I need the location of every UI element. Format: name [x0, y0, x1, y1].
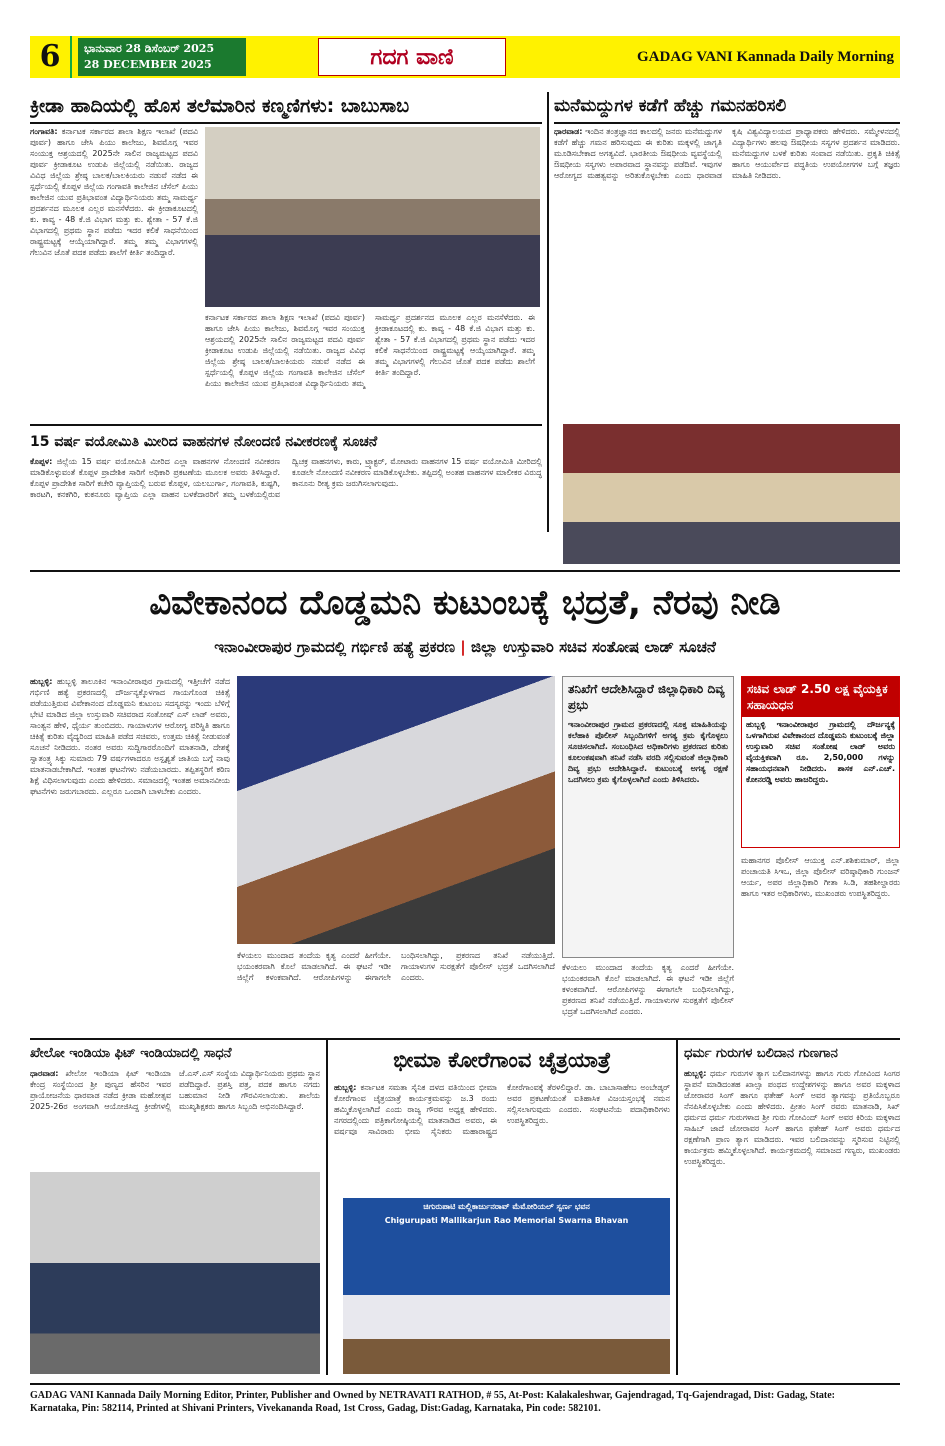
investigation-box — [562, 676, 734, 958]
story2-text: ಇಂದಿನ ತಂತ್ರಜ್ಞಾನದ ಕಾಲದಲ್ಲಿ ಜನರು ಮನೆಮದ್ದುಗಳ ಕಡೆಗೆ ಹೆಚ್ಚು ಗಮನ ಹರಿಸುವುದು ಈ ಕುರಿತು ಮಕ್ಕಳಲ್ಲಿ ಜಾಗೃತಿ ಮೂಡಿಸಬೇಕಾದ ಅಗತ್ಯವಿದೆ. ಭಾರತೀಯ ಔಷಧೀಯ ವ್ಯವಸ್ಥೆಯಲ್ಲಿ ಔಷಧೀಯ ಸಸ್ಯಗಳು ಅಪಾರವಾದ ಸ್ಥಾನವನ್ನು ಪಡೆದಿವೆ. ಇವುಗಳ ಆರೋಗ್ಯದ ಮಹತ್ವವನ್ನು ಅರಿತುಕೊಳ್ಳಬೇಕು ಎಂದು ಧಾರವಾಡ ಕೃಷಿ ವಿಶ್ವವಿದ್ಯಾಲಯದ ಪ್ರಾಧ್ಯಾಪಕರು ಹೇಳಿದರು. ಸಮ್ಮೇಳನದಲ್ಲಿ ವಿದ್ಯಾರ್ಥಿಗಳು ಹಲವು ಔಷಧೀಯ ಸಸ್ಯಗಳ ಪ್ರದರ್ಶನ ಮಾಡಿದರು. ಮನೆಮದ್ದುಗಳ ಬಳಕೆ ಕುರಿತು ಸಂವಾದ ನಡೆಯಿತು. ಪ್ರಕೃತಿ ಚಿಕಿತ್ಸೆ ಹಾಗೂ ಆಯುರ್ವೇದ ಪದ್ಧತಿಯ ಉಪಯೋಗಗಳ ಬಗ್ಗೆ ತಜ್ಞರು ಮಾಹಿತಿ ನೀಡಿದರು. — [554, 127, 900, 180]
date-kannada: ಭಾನುವಾರ 28 ಡಿಸೆಂಬರ್ 2025 — [84, 42, 215, 55]
story1-photo — [205, 127, 540, 307]
lead-body-col3 — [562, 962, 734, 1032]
story3-dateline: ಕೊಪ್ಪಳ: — [30, 457, 53, 466]
khelo-headline: ಖೇಲೋ ಇಂಡಿಯಾ ಫಿಟ್ ಇಂಡಿಯಾದಲ್ಲಿ ಸಾಧನೆ — [30, 1046, 232, 1061]
dharma-body — [684, 1068, 900, 1374]
story1-headline: ಕ್ರೀಡಾ ಹಾದಿಯಲ್ಲಿ ಹೊಸ ತಲೆಮಾರಿನ ಕಣ್ಮಣಿಗಳು: ಬಾಬುಸಾಬ — [30, 95, 410, 117]
lead-text: ಹುಬ್ಬಳ್ಳಿ ತಾಲೂಕಿನ ಇನಾಂವೀರಾಪುರ ಗ್ರಾಮದಲ್ಲಿ ಇತ್ತೀಚೆಗೆ ನಡೆದ ಗರ್ಭಿಣಿ ಹತ್ಯೆ ಪ್ರಕರಣದಲ್ಲಿ ದೌರ್ಜನ್ಯಕ್ಕೊಳಗಾದ ಗಾಯಗೊಂಡ ಚಿಕಿತ್ಸೆ ಪಡೆಯುತ್ತಿರುವ ವಿವೇಕಾನಂದ ದೊಡ್ಡಮನಿ ಕುಟುಂಬ ಸದಸ್ಯರನ್ನು ಇಂದು ಬೆಳಿಗ್ಗೆ ಭೇಟಿ ಮಾಡಿದ ಜಿಲ್ಲಾ ಉಸ್ತುವಾರಿ ಸಚಿವರಾದ ಸಂತೋಷ್ ಎಸ್ ಲಾಡ್ ಅವರು, ಸಾಂತ್ವನ ಹೇಳಿ, ಧೈರ್ಯ ತುಂಬಿದರು. ಗಾಯಾಳುಗಳ ಆರೋಗ್ಯ ಪರಿಸ್ಥಿತಿ ಹಾಗೂ ಚಿಕಿತ್ಸೆ ಕುರಿತು ವೈದ್ಯರಿಂದ ಮಾಹಿತಿ ಪಡೆದ ಸಚಿವರು, ಉತ್ತಮ ಚಿಕಿತ್ಸೆ ನೀಡುವಂತೆ ಸೂಚನೆ ನೀಡಿದರು. ನಂತರ ಅವರು ಸುದ್ದಿಗಾರರೊಂದಿಗೆ ಮಾತನಾಡಿ, ದೇಶಕ್ಕೆ ಸ್ವಾತಂತ್ರ್ಯ ಸಿಕ್ಕು ಸುಮಾರು 79 ವರ್ಷಗಳಾದರೂ ಅಸ್ಪೃಶ್ಯತೆ ಜಾತಿಯ ಬಗ್ಗೆ ನಾವು ಮಾತನಾಡಬೇಕಾಗಿದೆ. ಇಂತಹ ಘಟನೆಗಳು ನಡೆಯಬಾರದು. ತಪ್ಪಿತಸ್ಥರಿಗೆ ಕಠಿಣ ಶಿಕ್ಷೆ ವಿಧಿಸಲಾಗುವುದು ಎಂದು ಹೇಳಿದರು. ಸಮಾಜದಲ್ಲಿ ಇಂತಹ ಅಮಾನವೀಯ ಘಟನೆಗಳು ಜರುಗಬಾರದು. ಎಲ್ಲರೂ ಒಂದಾಗಿ ಬಾಳಬೇಕು ಎಂದರು. — [30, 677, 230, 796]
story2-photo — [563, 424, 900, 564]
story2-headline: ಮನೆಮದ್ದುಗಳ ಕಡೆಗೆ ಹೆಚ್ಚು ಗಮನಹರಿಸಲಿ — [554, 96, 787, 116]
story3-top-rule — [30, 424, 542, 426]
bhima-headline: ಭೀಮಾ ಕೋರೆಗಾಂವ ಚೈತ್ರಯಾತ್ರೆ — [393, 1048, 611, 1072]
aid-headline: ಸಚಿವ ಲಾಡ್ 2.50 ಲಕ್ಷ ವೈಯಕ್ತಿಕ ಸಹಾಯಧನ — [742, 677, 899, 717]
lead-subhead-right: ಜಿಲ್ಲಾ ಉಸ್ತುವಾರಿ ಸಚಿವ ಸಂತೋಷ ಲಾಡ್ ಸೂಚನೆ — [471, 638, 716, 656]
lead-body-col2 — [237, 950, 555, 1032]
story1-dateline: ಗಂಗಾವತಿ: — [30, 127, 58, 136]
bhima-text: ಕರ್ನಾಟಕ ಸಮತಾ ಸೈನಿಕ ದಳದ ವತಿಯಿಂದ ಭೀಮಾ ಕೋರೆಗಾಂವ ಚೈತ್ರಯಾತ್ರೆ ಕಾರ್ಯಕ್ರಮವನ್ನು ಜ.3 ರಂದು ಹಮ್ಮಿಕೊಳ್ಳಲಾಗಿದೆ ಎಂದು ರಾಜ್ಯ ಗೌರವ ಅಧ್ಯಕ್ಷ ಹೇಳಿದರು. ನಗರದಲ್ಲಿಂದು ಪತ್ರಿಕಾಗೋಷ್ಠಿಯಲ್ಲಿ ಮಾತನಾಡಿದ ಅವರು, ಈ ವರ್ಷವೂ ಸಾವಿರಾರು ಭೀಮ ಸೈನಿಕರು ಮಹಾರಾಷ್ಟ್ರದ ಕೋರೆಗಾಂವಕ್ಕೆ ತೆರಳಲಿದ್ದಾರೆ. ಡಾ. ಬಾಬಾಸಾಹೇಬ ಅಂಬೇಡ್ಕರ್ ಅವರ ಪ್ರಕಟಣೆಯಂತೆ ಐತಿಹಾಸಿಕ ವಿಜಯಸ್ತಂಭಕ್ಕೆ ನಮನ ಸಲ್ಲಿಸಲಾಗುವುದು ಎಂದರು. ಸಂಘಟನೆಯ ಪದಾಧಿಕಾರಿಗಳು ಉಪಸ್ಥಿತರಿದ್ದರು. — [334, 1083, 670, 1136]
khelo-text: ಖೇಲೋ ಇಂಡಿಯಾ ಫಿಟ್ ಇಂಡಿಯಾ ಕೇಂದ್ರ ಸಂಸ್ಥೆಯಿಂದ ಶ್ರೀ ಪುಣ್ಯದ ಹೆಸರಿನ ಇವರ ಪ್ರಾಯೋಜನೆಯ ಧಾರವಾಡ ನಡೆದ ಕ್ರೀಡಾ ಮಹೋತ್ಸವ 2025-26ರ ಅಂಗವಾಗಿ ಆಯೋಜಿಸಿದ್ದ ಕ್ರೀಡೆಗಳಲ್ಲಿ ಜೆ.ಎಸ್.ಎಸ್ ಸಂಸ್ಥೆಯ ವಿದ್ಯಾರ್ಥಿನಿಯರು ಪ್ರಥಮ ಸ್ಥಾನ ಪಡೆದಿದ್ದಾರೆ. ಪ್ರಶಸ್ತಿ ಪತ್ರ, ಪದಕ ಹಾಗೂ ನಗದು ಬಹುಮಾನ ನೀಡಿ ಗೌರವಿಸಲಾಯಿತು. ಶಾಲೆಯ ಮುಖ್ಯಶಿಕ್ಷಕರು ಹಾಗೂ ಸಿಬ್ಬಂದಿ ಅಭಿನಂದಿಸಿದ್ದಾರೆ. — [30, 1069, 320, 1111]
lead-photo — [237, 676, 555, 944]
bottom-top-rule — [30, 1038, 900, 1040]
story3-body — [30, 456, 542, 564]
bhima-photo — [343, 1198, 670, 1374]
lead-subhead — [30, 632, 900, 662]
story3-text: ಜಿಲ್ಲೆಯ 15 ವರ್ಷ ವಯೋಮಿತಿ ಮೀರಿದ ಎಲ್ಲಾ ವಾಹನಗಳ ನೋಂದಣಿ ನವೀಕರಣ ಮಾಡಿಕೊಳ್ಳುವಂತೆ ಕೊಪ್ಪಳ ಪ್ರಾದೇಶಿಕ ಸಾರಿಗೆ ಅಧಿಕಾರಿ ಪ್ರಕಟಣೆಯ ಮೂಲಕ ಅವರು ತಿಳಿಸಿದ್ದಾರೆ. ಕೊಪ್ಪಳ ಪ್ರಾದೇಶಿಕ ಸಾರಿಗೆ ಕಚೇರಿ ವ್ಯಾಪ್ತಿಯಲ್ಲಿ ಬರುವ ಕೊಪ್ಪಳ, ಯಲಬುರ್ಗಾ, ಗಂಗಾವತಿ, ಕುಷ್ಟಗಿ, ಕಾರಟಗಿ, ಕನಕಗಿರಿ, ಕುಕನೂರು ವ್ಯಾಪ್ತಿಯ ಎಲ್ಲಾ ವಾಹನ ಬಳಕೆದಾರರಿಗೆ ತಮ್ಮ ಬಳಕೆಯಲ್ಲಿರುವ ದ್ವಿಚಕ್ರ ವಾಹನಗಳು, ಕಾರು, ಟ್ರ್ಯಾಕ್ಟರ್, ಮೋಟಾರು ವಾಹನಗಳ 15 ವರ್ಷ ವಯೋಮಿತಿ ಮೀರಿದಲ್ಲಿ ಕೂಡಲೇ ನೋಂದಣಿ ನವೀಕರಣ ಮಾಡಿಕೊಳ್ಳಬೇಕು. ತಪ್ಪಿದಲ್ಲಿ ಅಂತಹ ವಾಹನಗಳ ಮಾಲೀಕರ ವಿರುದ್ಧ ಕಾನೂನು ರೀತ್ಯ ಕ್ರಮ ಜರುಗಿಸಲಾಗುವುದು. — [30, 457, 542, 499]
column-rule-top — [547, 92, 549, 532]
lead-text-mid: ಕೆಳಯಲು ಮುಂದಾದ ತಂದೆಯ ಕೃತ್ಯ ಎಂದರೆ ಹೀಗೆಯೇ. ಭಯಂಕರವಾಗಿ ಕೊಲೆ ಮಾಡಲಾಗಿದೆ. ಈ ಘಟನೆ ಇಡೀ ಜಿಲ್ಲೆಗೆ ಕಳಂಕವಾಗಿದೆ. ಆರೋಪಿಗಳನ್ನು ಈಗಾಗಲೇ ಬಂಧಿಸಲಾಗಿದ್ದು, ಪ್ರಕರಣದ ತನಿಖೆ ನಡೆಯುತ್ತಿದೆ. ಗಾಯಾಳುಗಳ ಸುರಕ್ಷತೆಗೆ ಪೊಲೀಸ್ ಭದ್ರತೆ ಒದಗಿಸಲಾಗಿದೆ ಎಂದರು. — [237, 951, 555, 982]
story1-text: ಕರ್ನಾಟಕ ಸರ್ಕಾರದ ಶಾಲಾ ಶಿಕ್ಷಣ ಇಲಾಖೆ (ಪದವಿ ಪೂರ್ವ) ಹಾಗೂ ಜೇಸಿ ಪಿಯು ಕಾಲೇಜು, ಶಿವಮೊಗ್ಗ ಇವರ ಸಂಯುಕ್ತ ಆಶ್ರಯದಲ್ಲಿ 2025ನೇ ಸಾಲಿನ ರಾಜ್ಯಮಟ್ಟದ ಪದವಿ ಪೂರ್ವ ಕ್ರೀಡಾಕೂಟ ಉಡುಪಿ ಜಿಲ್ಲೆಯಲ್ಲಿ ನಡೆಯಿತು. ರಾಜ್ಯದ ವಿವಿಧ ಜಿಲ್ಲೆಯ ಶ್ರೇಷ್ಠ ಬಾಲಕ/ಬಾಲಕಿಯರು ನಡುವೆ ನಡೆದ ಈ ಸ್ಪರ್ಧೆಯಲ್ಲಿ ಕೊಪ್ಪಳ ಜಿಲ್ಲೆಯ ಗಂಗಾವತಿ ಕಾಲೇಜಿನ ಚೆಸೆಲ್ ಪಿಯು ಕಾಲೇಜಿನ ಯುವ ಪ್ರತಿಭಾವಂತ ವಿದ್ಯಾರ್ಥಿನಿಯರು ತಮ್ಮ ಸಾಮರ್ಥ್ಯ ಪ್ರದರ್ಶನದ ಮೂಲಕ ಎಲ್ಲರ ಮನಸೆಳೆದರು. ಈ ಕ್ರೀಡಾಕೂಟದಲ್ಲಿ ಕು. ಕಾವ್ಯ - 48 ಕೆ.ಜಿ ವಿಭಾಗ ಮತ್ತು ಕು. ಶ್ವೇತಾ - 57 ಕೆ.ಜಿ ವಿಭಾಗದಲ್ಲಿ ಪ್ರಥಮ ಸ್ಥಾನ ಪಡೆದು ಇದರ ಕಲಿಕೆ ಸಾಧನೆಯಿಂದ ರಾಷ್ಟ್ರಮಟ್ಟಕ್ಕೆ ಆಯ್ಕೆಯಾಗಿದ್ದಾರೆ. ತಮ್ಮ ತಮ್ಮ ವಿಭಾಗಗಳಲ್ಲಿ ಗೆಲುವಿನ ಜೊತೆ ಪದಕ ಪಡೆದು ಶಾಲೆಗೆ ಕೀರ್ತಿ ತಂದಿದ್ದಾರೆ. — [30, 127, 198, 257]
story2-dateline: ಧಾರವಾಡ: — [554, 127, 583, 136]
bhima-photo-banner-kn: ಚಿಗುರುಪಾಟಿ ಮಲ್ಲಿಕಾರ್ಜುನರಾವ್ ಮೆಮೋರಿಯಲ್ ಸ್ವರ್ಣ ಭವನ — [423, 1202, 590, 1211]
newspaper-logo: ಗದಗ ವಾಣಿ — [318, 38, 506, 76]
dharma-dateline: ಹುಬ್ಬಳ್ಳಿ: — [684, 1069, 707, 1078]
date-box — [78, 38, 246, 76]
bhima-body — [334, 1082, 670, 1194]
aid-body-cont: ಮಹಾನಗರ ಪೊಲೀಸ್ ಆಯುಕ್ತ ಎನ್.ಶಶಿಕುಮಾರ್, ಜಿಲ್ಲಾ ಪಂಚಾಯತಿ ಸಿಇಒ, ಜಿಲ್ಲಾ ಪೊಲೀಸ್ ವರಿಷ್ಠಾಧಿಕಾರಿ ಗುಂಜನ್ ಆರ್ಯ, ಅಪರ ಜಿಲ್ಲಾಧಿಕಾರಿ ಗೀತಾ ಸಿ.ಡಿ, ತಹಶೀಲ್ದಾರರು ಹಾಗೂ ಇತರ ಅಧಿಕಾರಿಗಳು, ಮುಖಂಡರು ಉಪಸ್ಥಿತರಿದ್ದರು. — [741, 856, 900, 898]
bottom-col-rule2 — [676, 1040, 678, 1375]
imprint-line2: Karnataka, Pin: 582114, Printed at Shivani Printers, Vivekananda Road, 1st Cross, Gadag, Dist:Gadag, Karnataka, Pin code: 582101. — [30, 1403, 601, 1414]
khelo-photo — [30, 1172, 320, 1374]
lead-dateline: ಹುಬ್ಬಳ್ಳಿ: — [30, 677, 53, 686]
imprint-line1: GADAG VANI Kannada Daily Morning Editor, Printer, Publisher and Owned by NETRAVATI RATHOD, # 55, At-Post: Kalakaleshwar, Gajendragad, Tq-Gajendragad, Dist: Gadag, State: — [30, 1390, 836, 1401]
story1-body-col2 — [205, 312, 535, 417]
story1-body-col1 — [30, 126, 198, 416]
bhima-photo-banner-en: Chigurupati Mallikarjun Rao Memorial Swarna Bhavan — [384, 1216, 629, 1225]
dharma-headline: ಧರ್ಮ ಗುರುಗಳ ಬಲಿದಾನ ಗುಣಗಾನ — [684, 1046, 838, 1061]
khelo-dateline: ಧಾರವಾಡ: — [30, 1069, 59, 1078]
lead-text-tail: ಕೆಳಯಲು ಮುಂದಾದ ತಂದೆಯ ಕೃತ್ಯ ಎಂದರೆ ಹೀಗೆಯೇ. ಭಯಂಕರವಾಗಿ ಕೊಲೆ ಮಾಡಲಾಗಿದೆ. ಈ ಘಟನೆ ಇಡೀ ಜಿಲ್ಲೆಗೆ ಕಳಂಕವಾಗಿದೆ. ಆರೋಪಿಗಳನ್ನು ಈಗಾಗಲೇ ಬಂಧಿಸಲಾಗಿದ್ದು, ಪ್ರಕರಣದ ತನಿಖೆ ನಡೆಯುತ್ತಿದೆ. ಗಾಯಾಳುಗಳ ಸುರಕ್ಷತೆಗೆ ಪೊಲೀಸ್ ಭದ್ರತೆ ಒದಗಿಸಲಾಗಿದೆ ಎಂದರು. — [562, 963, 734, 1016]
story2-rule — [554, 122, 900, 124]
lead-headline: ವಿವೇಕಾನಂದ ದೊಡ್ಡಮನಿ ಕುಟುಂಬಕ್ಕೆ ಭದ್ರತೆ, ನೆರವು ನೀಡಿ — [149, 583, 781, 623]
story1-rule — [30, 122, 542, 124]
lead-body-col1 — [30, 676, 230, 1031]
khelo-body — [30, 1068, 320, 1168]
aid-box — [741, 676, 900, 848]
story1-text-cont: ಕರ್ನಾಟಕ ಸರ್ಕಾರದ ಶಾಲಾ ಶಿಕ್ಷಣ ಇಲಾಖೆ (ಪದವಿ ಪೂರ್ವ) ಹಾಗೂ ಜೇಸಿ ಪಿಯು ಕಾಲೇಜು, ಶಿವಮೊಗ್ಗ ಇವರ ಸಂಯುಕ್ತ ಆಶ್ರಯದಲ್ಲಿ 2025ನೇ ಸಾಲಿನ ರಾಜ್ಯಮಟ್ಟದ ಪದವಿ ಪೂರ್ವ ಕ್ರೀಡಾಕೂಟ ಉಡುಪಿ ಜಿಲ್ಲೆಯಲ್ಲಿ ನಡೆಯಿತು. ರಾಜ್ಯದ ವಿವಿಧ ಜಿಲ್ಲೆಯ ಶ್ರೇಷ್ಠ ಬಾಲಕ/ಬಾಲಕಿಯರು ನಡುವೆ ನಡೆದ ಈ ಸ್ಪರ್ಧೆಯಲ್ಲಿ ಕೊಪ್ಪಳ ಜಿಲ್ಲೆಯ ಗಂಗಾವತಿ ಕಾಲೇಜಿನ ಚೆಸೆಲ್ ಪಿಯು ಕಾಲೇಜಿನ ಯುವ ಪ್ರತಿಭಾವಂತ ವಿದ್ಯಾರ್ಥಿನಿಯರು ತಮ್ಮ ಸಾಮರ್ಥ್ಯ ಪ್ರದರ್ಶನದ ಮೂಲಕ ಎಲ್ಲರ ಮನಸೆಳೆದರು. ಈ ಕ್ರೀಡಾಕೂಟದಲ್ಲಿ ಕು. ಕಾವ್ಯ - 48 ಕೆ.ಜಿ ವಿಭಾಗ ಮತ್ತು ಕು. ಶ್ವೇತಾ - 57 ಕೆ.ಜಿ ವಿಭಾಗದಲ್ಲಿ ಪ್ರಥಮ ಸ್ಥಾನ ಪಡೆದು ಇದರ ಕಲಿಕೆ ಸಾಧನೆಯಿಂದ ರಾಷ್ಟ್ರಮಟ್ಟಕ್ಕೆ ಆಯ್ಕೆಯಾಗಿದ್ದಾರೆ. ತಮ್ಮ ತಮ್ಮ ವಿಭಾಗಗಳಲ್ಲಿ ಗೆಲುವಿನ ಜೊತೆ ಪದಕ ಪಡೆದು ಶಾಲೆಗೆ ಕೀರ್ತಿ ತಂದಿದ್ದಾರೆ. — [205, 313, 535, 388]
date-english: 28 DECEMBER 2025 — [84, 58, 212, 71]
story2-body — [554, 126, 900, 416]
lead-subhead-left: ಇನಾಂವೀರಾಪುರ ಗ್ರಾಮದಲ್ಲಿ ಗರ್ಭಿಣಿ ಹತ್ಯೆ ಪ್ರಕರಣ — [214, 638, 456, 656]
bhima-dateline: ಹುಬ್ಬಳ್ಳಿ: — [334, 1083, 357, 1092]
page-number: 6 — [30, 36, 72, 78]
lead-top-rule — [30, 570, 900, 572]
aid-body: ಹುಬ್ಬಳ್ಳಿ ಇನಾಂವೀರಾಪುರ ಗ್ರಾಮದಲ್ಲಿ ದೌರ್ಜನ್ಯಕ್ಕೆ ಒಳಗಾಗಿರುವ ವಿವೇಕಾನಂದ ದೊಡ್ಡಮನಿ ಕುಟುಂಬಕ್ಕೆ ಜಿಲ್ಲಾ ಉಸ್ತುವಾರಿ ಸಚಿವ ಸಂತೋಷ ಲಾಡ್ ಅವರು ವೈಯಕ್ತಿಕವಾಗಿ ರೂ. 2,50,000 ಗಳನ್ನು ಸಹಾಯಧನವಾಗಿ ನೀಡಿದರು. ಶಾಸಕ ಎನ್.ಎಚ್. ಕೋನರಡ್ಡಿ ಅವರು ಹಾಜರಿದ್ದರು. — [746, 720, 895, 784]
imprint-footer — [30, 1383, 900, 1431]
paper-name: GADAG VANI Kannada Daily Morning — [560, 38, 900, 76]
investigation-headline: ತನಿಖೆಗೆ ಆದೇಶಿಸಿದ್ದಾರೆ ಜಿಲ್ಲಾಧಿಕಾರಿ ದಿವ್ಯ ಪ್ರಭು — [568, 682, 725, 712]
dharma-text: ಧರ್ಮ ಗುರುಗಳ ತ್ಯಾಗ ಬಲಿದಾನಗಳನ್ನು ಹಾಗೂ ಗುರು ಗೋವಿಂದ ಸಿಂಗರ ಸ್ಥಾಪನೆ ಮಾಡಿದಂತಹ ಖಾಲ್ಸಾ ಪಂಥದ ಉದ್ದೇಶಗಳನ್ನು ಹಾಗೂ ಅವರ ಮಕ್ಕಳಾದ ಜೋರಾವರ ಸಿಂಗ್ ಹಾಗೂ ಫತೇಹ್ ಸಿಂಗ್ ಅವರ ತ್ಯಾಗವನ್ನು ಪ್ರತಿಯೊಬ್ಬರೂ ನೆನಪಿಸಿಕೊಳ್ಳಬೇಕು ಎಂದು ಹೇಳಿದರು. ಪ್ರೀತಂ ಸಿಂಗ್ ರವರು ಮಾತನಾಡಿ, ಸಿಖ್ ಧರ್ಮದ ಧರ್ಮ ಗುರುಗಳಾದ ಶ್ರೀ ಗುರು ಗೋವಿಂದ್ ಸಿಂಗ್ ಅವರ ಕಿರಿಯ ಮಕ್ಕಳಾದ ಸಾಹಿಬ್ ಜಾದೆ ಜೋರಾವರ ಸಿಂಗ್ ಹಾಗೂ ಫತೇಹ್ ಸಿಂಗ್ ಅವರು ಧರ್ಮದ ರಕ್ಷಣೆಗಾಗಿ ಪ್ರಾಣ ತ್ಯಾಗ ಮಾಡಿದರು. ಇವರ ಬಲಿದಾನವನ್ನು ಸ್ಮರಿಸುವ ನಿಟ್ಟಿನಲ್ಲಿ ಕಾರ್ಯಕ್ರಮ ಹಮ್ಮಿಕೊಳ್ಳಲಾಗಿದೆ. ಕಾರ್ಯಕ್ರಮದಲ್ಲಿ ಸಮಾಜದ ಗಣ್ಯರು, ಮುಖಂಡರು ಉಪಸ್ಥಿತರಿದ್ದರು. — [684, 1069, 900, 1166]
lead-subhead-sep: | — [460, 638, 466, 656]
story3-headline: 15 ವರ್ಷ ವಯೋಮಿತಿ ಮೀರಿದ ವಾಹನಗಳ ನೋಂದಣಿ ನವೀಕರಣಕ್ಕೆ ಸೂಚನೆ — [30, 434, 378, 450]
bottom-col-rule1 — [326, 1040, 328, 1375]
investigation-body: ಇನಾಂವೀರಾಪುರ ಗ್ರಾಮದ ಪ್ರಕರಣದಲ್ಲಿ ಸೂಕ್ತ ಮಾಹಿತಿಯನ್ನು ಕಲೆಹಾಕಿ ಪೊಲೀಸ್ ಸಿಬ್ಬಂದಿಗಳಿಗೆ ಅಗತ್ಯ ಕ್ರಮ ಕೈಗೊಳ್ಳಲು ಸೂಚಿಸಲಾಗಿದೆ. ಸಂಬಂಧಿಸಿದ ಅಧಿಕಾರಿಗಳು ಪ್ರಕರಣದ ಕುರಿತು ಕೂಲಂಕಷವಾಗಿ ತನಿಖೆ ನಡೆಸಿ ವರದಿ ಸಲ್ಲಿಸುವಂತೆ ಜಿಲ್ಲಾಧಿಕಾರಿ ದಿವ್ಯ ಪ್ರಭು ಆದೇಶಿಸಿದ್ದಾರೆ. ಕುಟುಂಬಕ್ಕೆ ಅಗತ್ಯ ರಕ್ಷಣೆ ಒದಗಿಸಲು ಕ್ರಮ ಕೈಗೊಳ್ಳಲಾಗಿದೆ ಎಂದು ತಿಳಿಸಿದರು. — [568, 720, 728, 784]
